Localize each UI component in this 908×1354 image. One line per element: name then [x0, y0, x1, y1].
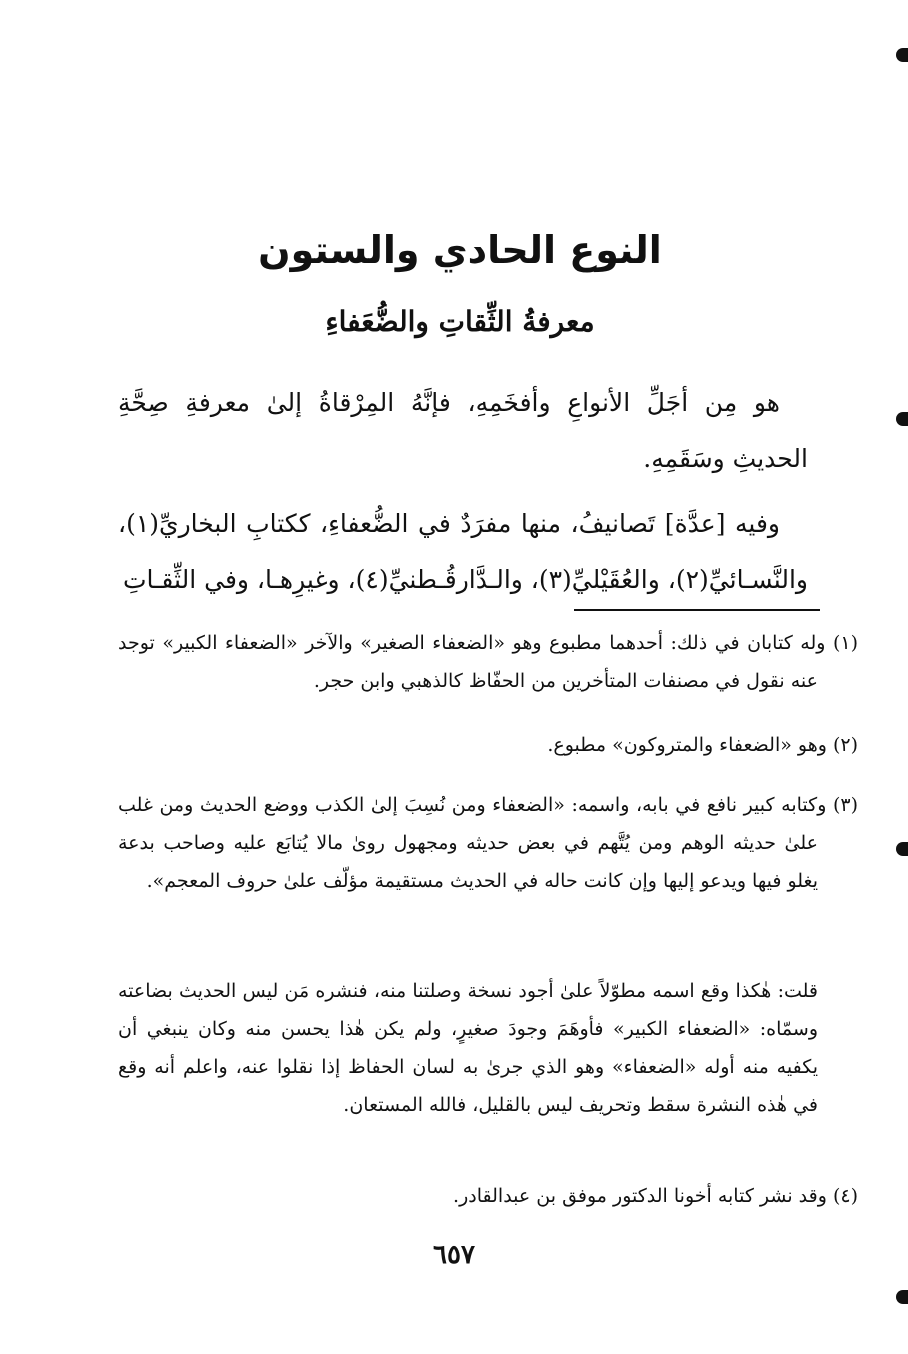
- footnote-separator: [574, 609, 820, 611]
- binding-mark: [896, 842, 908, 856]
- footnote-4: (٤) وقد نشر كتابه أخونا الدكتور موفق بن عبدالقادر.: [453, 1185, 858, 1207]
- body-paragraph-1-text: هو مِن أجَلِّ الأنواعِ وأفخَمِهِ، فإنَّهُ المِرْقاةُ إلىٰ معرفةِ صِحَّةِ الحديثِ وسَقَمِهِ.: [118, 388, 808, 473]
- binding-mark: [896, 412, 908, 426]
- footnote-2: (٢) وهو «الضعفاء والمتروكون» مطبوع.: [547, 734, 858, 756]
- chapter-title: النوع الحادي والستون: [258, 228, 662, 272]
- footnote-3: (٣) وكتابه كبير نافع في بابه، واسمه: «الضعفاء ومن نُسِبَ إلىٰ الكذب ووضع الحديث ومن غلب علىٰ حديثه الوهم ومن يُتَّهم في بعض حديثه ومجهول روىٰ مالا يُتابَع عليه وصاحب بدعة يغلو فيها ويدعو إليها وإن كانت حاله في الحديث مستقيمة مؤلّف علىٰ حروف المعجم».: [118, 794, 858, 892]
- body-paragraph-1: [118, 375, 808, 487]
- binding-mark: [896, 1290, 908, 1304]
- body-paragraph-2-text: وفيه [عدَّة] تَصانيفُ، منها مفرَدٌ في الضُّعفاءِ، ككتابِ البخاريِّ(١)، والنَّسـائيِّ(٢)، والعُقَيْليِّ(٣)، والـدَّارقُـطنيِّ(٤)، وغيرِهـا، وفي الثِّقـاتِ: [118, 509, 808, 594]
- body-paragraph-2: [118, 496, 808, 608]
- footnote-1: (١) وله كتابان في ذلك: أحدهما مطبوع وهو «الضعفاء الصغير» والآخر «الضعفاء الكبير» توجد عنه نقول في مصنفات المتأخرين من الحفّاظ كالذهبي وابن حجر.: [118, 632, 858, 692]
- page-number: ٦٥٧: [433, 1240, 475, 1270]
- chapter-subtitle: معرفةُ الثِّقاتِ والضُّعَفاءِ: [325, 305, 595, 338]
- binding-mark: [896, 48, 908, 62]
- footnote-3-comment: قلت: هٰكذا وقع اسمه مطوّلاً علىٰ أجود نسخة وصلتنا منه، فنشره مَن ليس الحديث بضاعته وسمّاه: «الضعفاء الكبير» فأوهَمَ وجودَ صغيرٍ، ولم يكن هٰذا يحسن منه وكان ينبغي أن يكفيه منه أوله «الضعفاء» وهو الذي جرىٰ به لسان الحفاظ إذا نقلوا عنه، واعلم أنه وقع في هٰذه النشرة سقط وتحريف ليس بالقليل، فالله المستعان.: [118, 980, 818, 1116]
